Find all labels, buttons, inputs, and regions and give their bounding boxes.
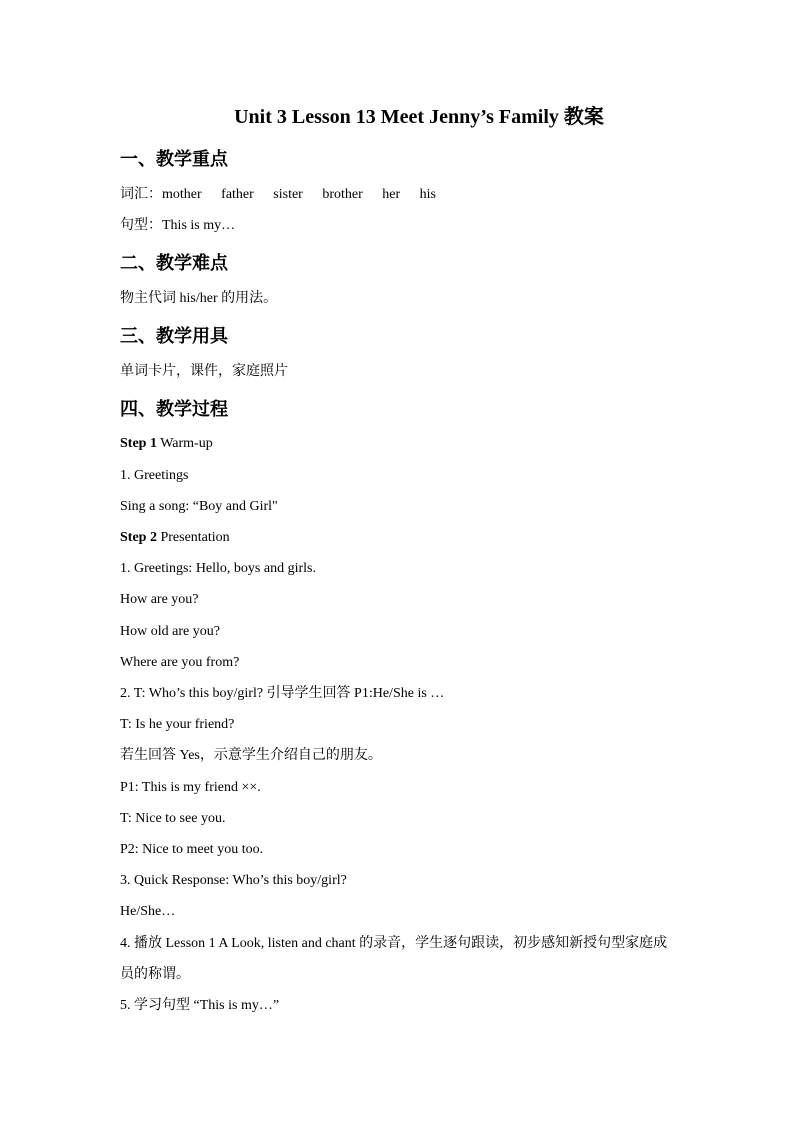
step1-line xyxy=(120,434,213,454)
process-line: 5. 学习句型 “This is my…” xyxy=(120,998,280,1013)
vocab-words: mother father sister brother her his xyxy=(162,187,436,202)
process-line: 2. T: Who’s this boy/girl? 引导学生回答 P1:He/She is … xyxy=(120,686,445,701)
process-line: 员的称谓。 xyxy=(120,967,190,982)
process-line: He/She… xyxy=(120,904,176,919)
step2-title: Presentation xyxy=(156,530,230,545)
process-line: Where are you from? xyxy=(120,655,240,670)
process-line: P2: Nice to meet you too. xyxy=(120,842,264,857)
process-line: 1. Greetings: Hello, boys and girls. xyxy=(120,561,316,576)
step1-label: Step 1 xyxy=(120,436,157,451)
vocab-line xyxy=(120,185,436,205)
process-line: How are you? xyxy=(120,592,199,607)
difficulties-text: 物主代词 his/her 的用法。 xyxy=(120,291,278,306)
process-line: 若生回答 Yes，示意学生介绍自己的朋友。 xyxy=(120,748,382,763)
sentence-pattern: This is my… xyxy=(162,218,236,233)
process-line: T: Nice to see you. xyxy=(120,811,226,826)
process-line: 4. 播放 Lesson 1 A Look, listen and chant 的录音，学生逐句跟读，初步感知新授句型家庭成 xyxy=(120,936,668,951)
heading-key-points: 一、教学重点 xyxy=(120,149,228,169)
process-line: Sing a song: “Boy and Girl" xyxy=(120,499,278,514)
heading-process: 四、教学过程 xyxy=(120,399,228,419)
process-line: 1. Greetings xyxy=(120,468,189,483)
sentence-pattern-line xyxy=(120,216,235,236)
tools-text: 单词卡片，课件，家庭照片 xyxy=(120,364,288,379)
heading-difficulties: 二、教学难点 xyxy=(120,253,228,273)
step1-title: Warm-up xyxy=(156,436,213,451)
step2-label: Step 2 xyxy=(120,530,157,545)
process-line: T: Is he your friend? xyxy=(120,717,235,732)
vocab-label: 词汇： xyxy=(120,187,162,202)
document-title: Unit 3 Lesson 13 Meet Jenny’s Family 教案 xyxy=(234,106,604,128)
heading-tools: 三、教学用具 xyxy=(120,326,228,346)
sentence-label: 句型： xyxy=(120,218,162,233)
process-line: P1: This is my friend ××. xyxy=(120,780,261,795)
process-line: 3. Quick Response: Who’s this boy/girl? xyxy=(120,873,347,888)
process-line: How old are you? xyxy=(120,624,220,639)
step2-line xyxy=(120,528,230,548)
